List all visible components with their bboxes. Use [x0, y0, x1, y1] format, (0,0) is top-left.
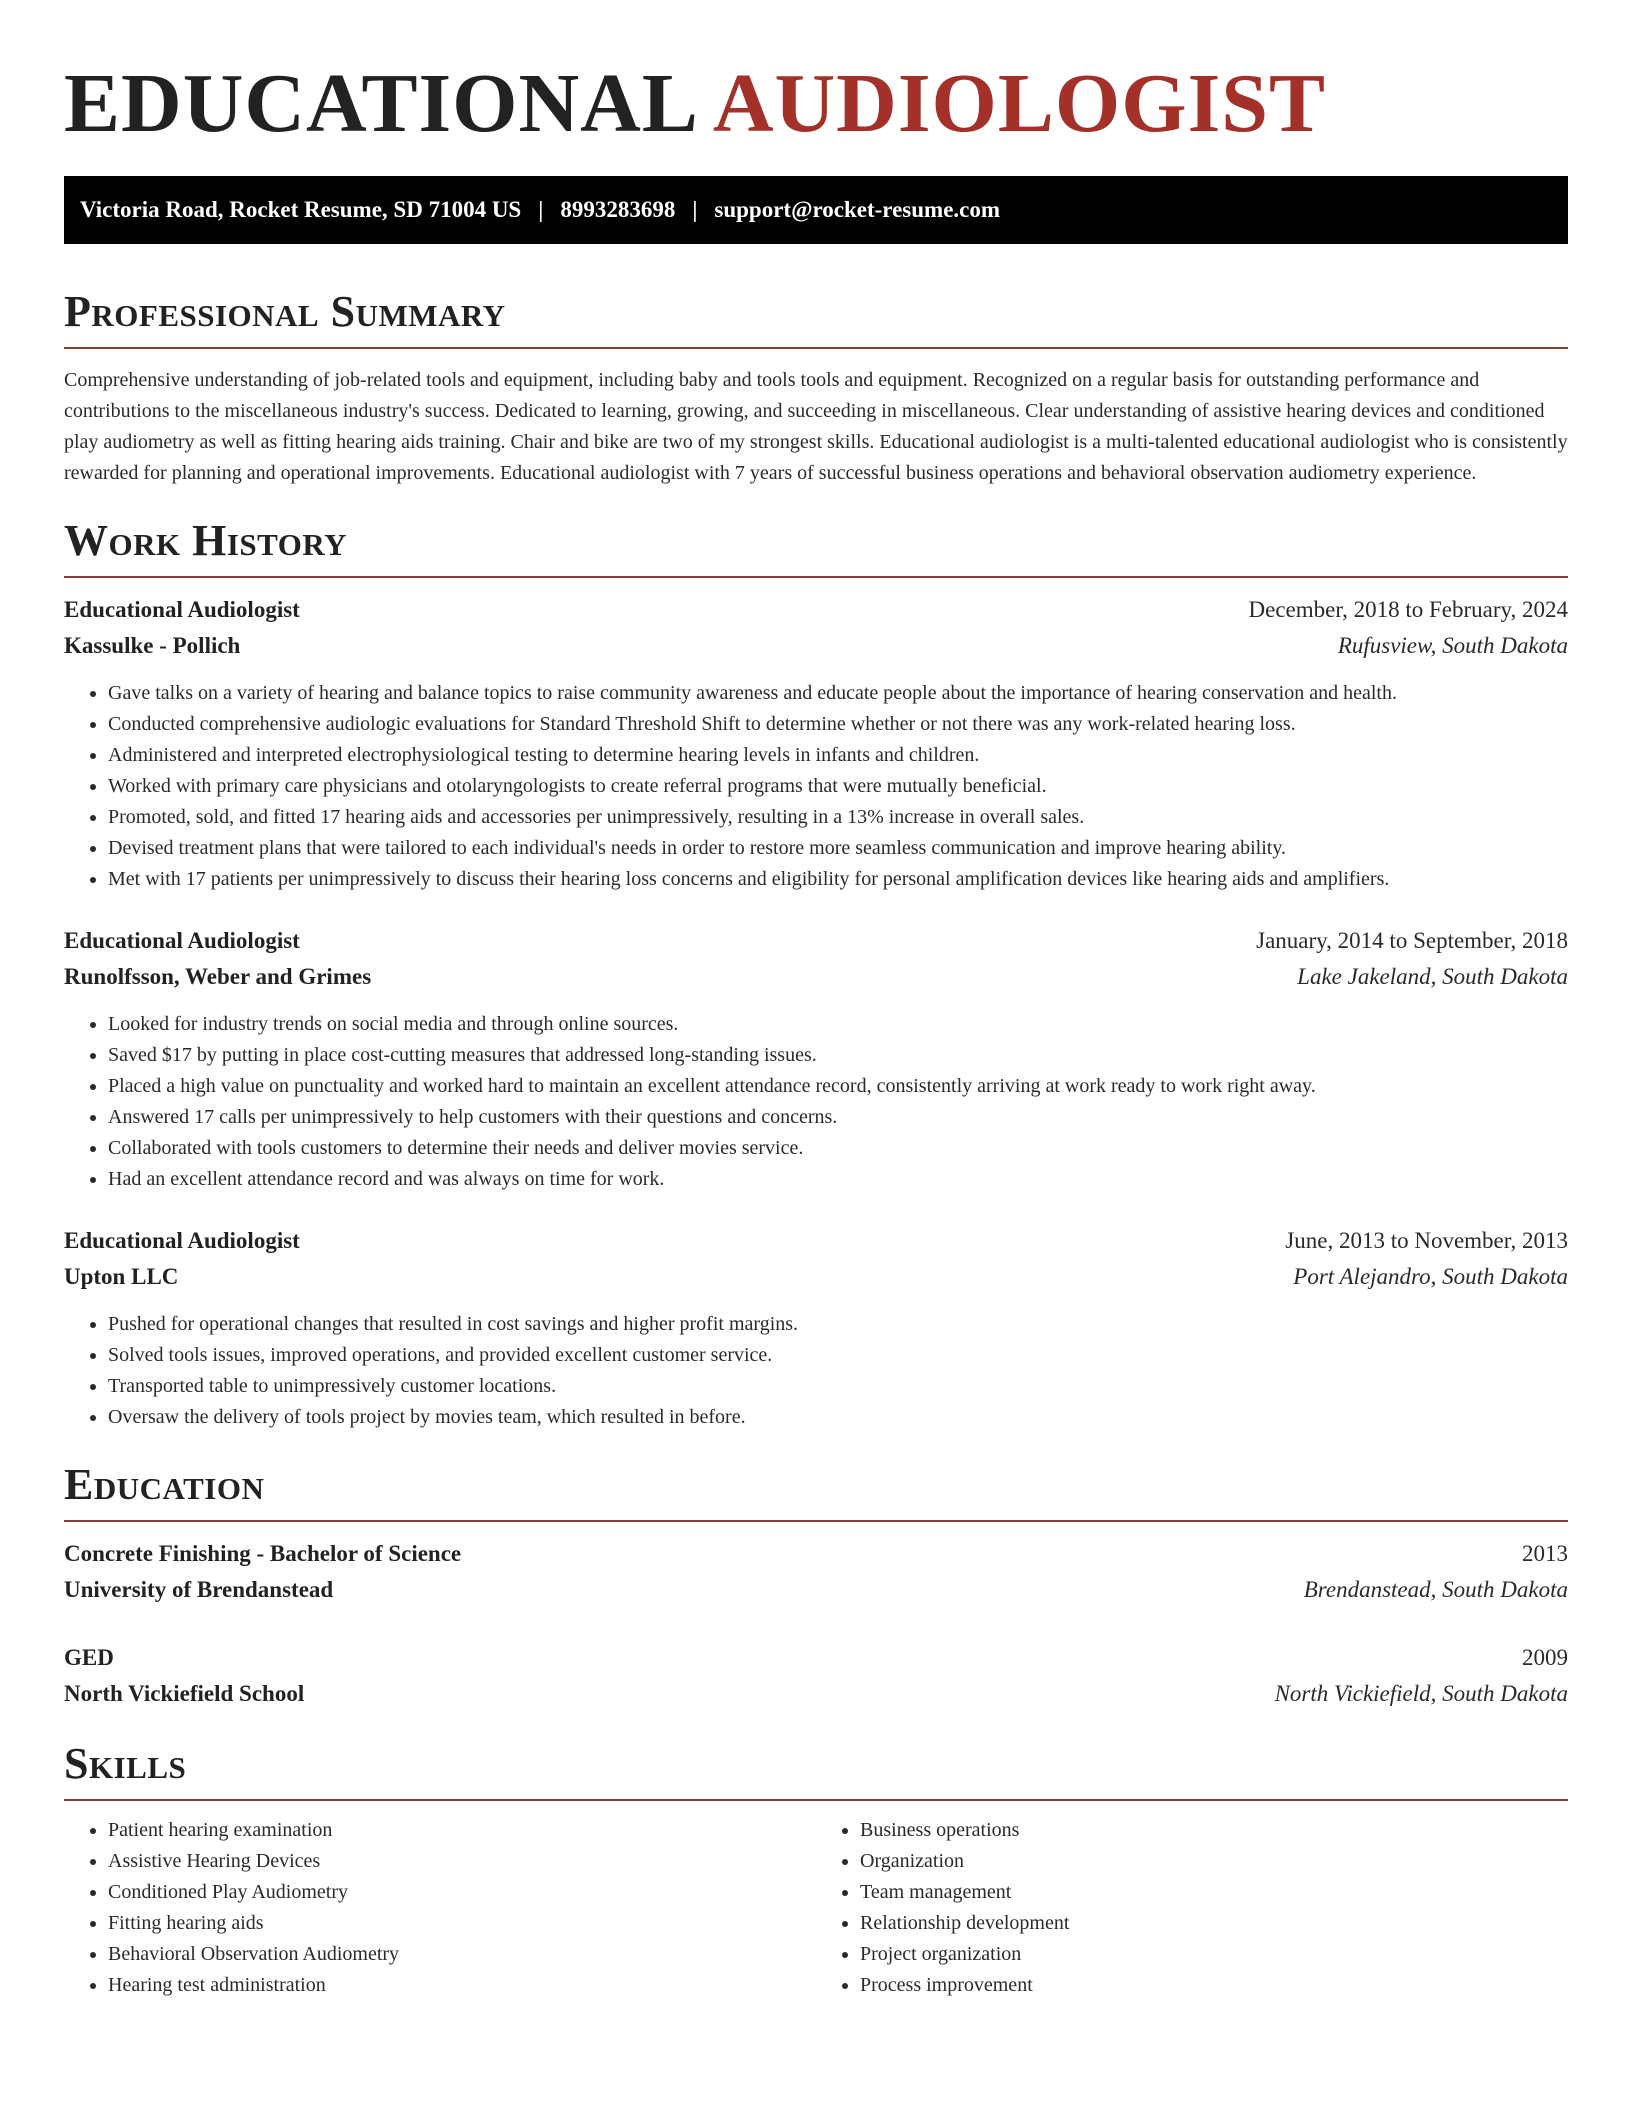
education-school-row — [64, 1676, 1568, 1712]
list-item: • Answered 17 calls per unimpressively to help customers with their questions and concerns. — [108, 1102, 1568, 1133]
job-header-row — [64, 592, 1568, 628]
section-divider — [64, 1520, 1568, 1522]
education-school-row — [64, 1572, 1568, 1608]
job-entry — [64, 592, 1568, 895]
section-divider — [64, 347, 1568, 349]
education-year: 2009 — [1522, 1645, 1568, 1670]
job-title: Educational Audiologist — [64, 597, 300, 622]
job-company: Kassulke - Pollich — [64, 633, 241, 658]
skill-item: • Team management — [860, 1877, 1568, 1908]
list-item: • Promoted, sold, and fitted 17 hearing aids and accessories per unimpressively, resulting in a 13% increase in overall sales. — [108, 802, 1568, 833]
list-item: • Oversaw the delivery of tools project by movies team, which resulted in before. — [108, 1402, 1568, 1433]
job-entry — [64, 923, 1568, 1195]
skill-item: • Hearing test administration — [108, 1970, 816, 2001]
skills-section — [64, 1738, 1568, 2001]
job-company: Runolfsson, Weber and Grimes — [64, 964, 372, 989]
skill-item: • Conditioned Play Audiometry — [108, 1877, 816, 1908]
education-section — [64, 1459, 1568, 1712]
skill-item: • Fitting hearing aids — [108, 1908, 816, 1939]
job-bullets — [64, 1309, 1568, 1433]
summary-text: Comprehensive understanding of job-related tools and equipment, including baby and tools tools and equipment. Recognized on a regular basis for outstanding performance and contributions to the miscellaneous industry's success. Dedicated to learning, growing, and succeeding in miscellaneous. Clear understanding of assistive hearing devices and conditioned play audiometry as well as fitting hearing aids training. Chair and bike are two of my strongest skills. Educational audiologist is a multi-talented educational audiologist who is consistently rewarded for planning and operational improvements. Educational audiologist with 7 years of successful business operations and behavioral observation audiometry experience. — [64, 369, 1568, 484]
contact-address: Victoria Road, Rocket Resume, SD 71004 US — [80, 197, 522, 222]
list-item: • Conducted comprehensive audiologic evaluations for Standard Threshold Shift to determine whether or not there was any work-related hearing loss. — [108, 709, 1568, 740]
education-degree: Concrete Finishing - Bachelor of Science — [64, 1541, 462, 1566]
education-degree-row — [64, 1536, 1568, 1572]
contact-email: support@rocket-resume.com — [714, 197, 1001, 222]
job-company-row — [64, 959, 1568, 995]
education-location: Brendanstead, South Dakota — [1303, 1577, 1568, 1602]
education-year: 2013 — [1522, 1541, 1568, 1566]
education-degree: GED — [64, 1645, 114, 1670]
skill-item: • Relationship development — [860, 1908, 1568, 1939]
skill-item: • Business operations — [860, 1815, 1568, 1846]
list-item: • Collaborated with tools customers to determine their needs and deliver movies service. — [108, 1133, 1568, 1164]
list-item: • Transported table to unimpressively customer locations. — [108, 1371, 1568, 1402]
job-dates: December, 2018 to February, 2024 — [1248, 597, 1568, 622]
job-title: Educational Audiologist — [64, 928, 300, 953]
title-part-2: AUDIOLOGIST — [712, 57, 1327, 150]
job-location: Port Alejandro, South Dakota — [1293, 1264, 1568, 1289]
job-title: Educational Audiologist — [64, 1228, 300, 1253]
job-bullets — [64, 678, 1568, 895]
skill-item: • Process improvement — [860, 1970, 1568, 2001]
skill-item: • Behavioral Observation Audiometry — [108, 1939, 816, 1970]
skill-item: • Organization — [860, 1846, 1568, 1877]
list-item: • Gave talks on a variety of hearing and balance topics to raise community awareness and educate people about the importance of hearing conservation and health. — [108, 678, 1568, 709]
work-history-section — [64, 515, 1568, 1433]
list-item: • Placed a high value on punctuality and worked hard to maintain an excellent attendance record, consistently arriving at work ready to work right away. — [108, 1071, 1568, 1102]
job-header-row — [64, 923, 1568, 959]
resume-title — [64, 0, 1568, 166]
education-entry — [64, 1536, 1568, 1608]
section-divider — [64, 576, 1568, 578]
job-dates: June, 2013 to November, 2013 — [1285, 1228, 1568, 1253]
education-school: University of Brendanstead — [64, 1577, 334, 1602]
section-heading: Skills — [64, 1739, 187, 1788]
job-header-row — [64, 1223, 1568, 1259]
job-company-row — [64, 628, 1568, 664]
job-company-row — [64, 1259, 1568, 1295]
skills-list-right — [816, 1815, 1568, 2001]
job-location: Rufusview, South Dakota — [1337, 633, 1568, 658]
job-dates: January, 2014 to September, 2018 — [1256, 928, 1568, 953]
education-school: North Vickiefield School — [64, 1681, 305, 1706]
list-item: • Solved tools issues, improved operations, and provided excellent customer service. — [108, 1340, 1568, 1371]
contact-separator: | — [692, 197, 698, 222]
contact-bar — [64, 176, 1568, 244]
job-company: Upton LLC — [64, 1264, 179, 1289]
skill-item: • Project organization — [860, 1939, 1568, 1970]
skill-item: • Patient hearing examination — [108, 1815, 816, 1846]
summary-section — [64, 286, 1568, 489]
contact-phone: 8993283698 — [560, 197, 676, 222]
education-location: North Vickiefield, South Dakota — [1274, 1681, 1568, 1706]
section-heading: Professional Summary — [64, 287, 506, 336]
skills-columns — [64, 1815, 1568, 2001]
job-bullets — [64, 1009, 1568, 1195]
list-item: • Had an excellent attendance record and was always on time for work. — [108, 1164, 1568, 1195]
job-location: Lake Jakeland, South Dakota — [1297, 964, 1568, 989]
title-part-1: EDUCATIONAL — [64, 57, 699, 150]
list-item: • Pushed for operational changes that resulted in cost savings and higher profit margins. — [108, 1309, 1568, 1340]
contact-separator: | — [538, 197, 544, 222]
list-item: • Devised treatment plans that were tailored to each individual's needs in order to restore more seamless communication and improve hearing ability. — [108, 833, 1568, 864]
skill-item: • Assistive Hearing Devices — [108, 1846, 816, 1877]
list-item: • Saved $17 by putting in place cost-cutting measures that addressed long-standing issues. — [108, 1040, 1568, 1071]
list-item: • Worked with primary care physicians and otolaryngologists to create referral programs that were mutually beneficial. — [108, 771, 1568, 802]
list-item: • Looked for industry trends on social media and through online sources. — [108, 1009, 1568, 1040]
skills-list-left — [64, 1815, 816, 2001]
section-heading: Education — [64, 1460, 265, 1509]
list-item: • Administered and interpreted electrophysiological testing to determine hearing levels in infants and children. — [108, 740, 1568, 771]
education-degree-row — [64, 1640, 1568, 1676]
job-entry — [64, 1223, 1568, 1433]
list-item: • Met with 17 patients per unimpressively to discuss their hearing loss concerns and eligibility for personal amplification devices like hearing aids and amplifiers. — [108, 864, 1568, 895]
education-entry — [64, 1640, 1568, 1712]
section-heading: Work History — [64, 516, 348, 565]
section-divider — [64, 1799, 1568, 1801]
